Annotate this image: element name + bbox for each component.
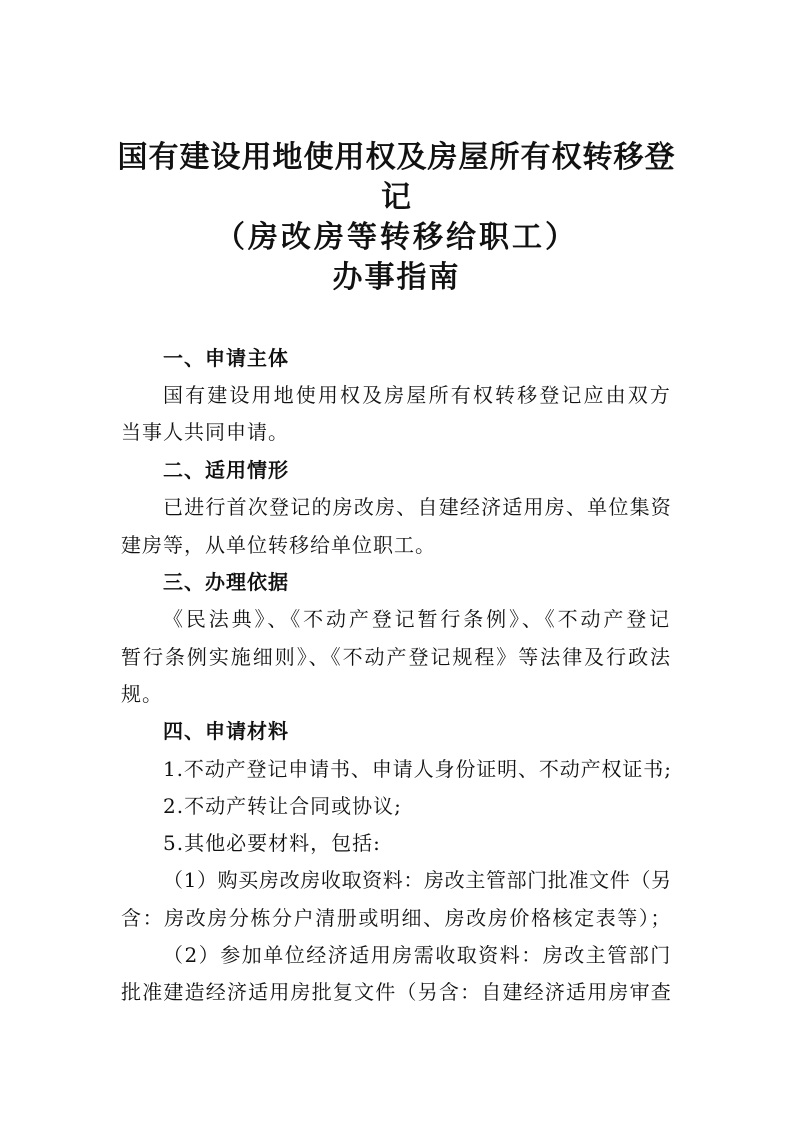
section-heading-2: 二、适用情形	[163, 458, 289, 482]
section-2-text-line-1: 已进行首次登记的房改房、自建经济适用房、单位集资	[163, 495, 672, 519]
section-heading-3: 三、办理依据	[163, 570, 289, 594]
material-sub-1-line-2: 含：房改房分栋分户清册或明细、房改房价格核定表等）；	[121, 906, 672, 930]
title-line-3: （房改房等转移给职工）	[215, 220, 578, 255]
section-heading-1: 一、申请主体	[163, 346, 289, 370]
material-sub-2-line-1: （2）参加单位经济适用房需收取资料：房改主管部门	[163, 943, 672, 967]
section-1-text-line-2: 当事人共同申请。	[121, 420, 289, 444]
material-sub-1-line-1: （1）购买房改房收取资料：房改主管部门批准文件（另	[163, 868, 672, 892]
material-item-2: 2.不动产转让合同或协议;	[163, 794, 402, 818]
section-2-text-line-2: 建房等，从单位转移给单位职工。	[121, 533, 436, 557]
section-1-text-line-1: 国有建设用地使用权及房屋所有权转移登记应由双方	[163, 383, 672, 407]
section-3-text-line-2: 暂行条例实施细则》、《不动产登记规程》等法律及行政法	[121, 645, 672, 669]
material-sub-2-line-2: 批准建造经济适用房批复文件（另含：自建经济适用房审查	[121, 980, 672, 1004]
title-line-1: 国有建设用地使用权及房屋所有权转移登	[117, 140, 676, 175]
material-item-5: 5.其他必要材料，包括:	[163, 831, 381, 855]
section-3-text-line-3: 规。	[121, 682, 163, 706]
section-3-text-line-1: 《民法典》、《不动产登记暂行条例》、《不动产登记	[163, 607, 672, 631]
material-item-1: 1.不动产登记申请书、申请人身份证明、不动产权证书;	[163, 757, 672, 781]
title-line-2: 记	[381, 180, 412, 215]
section-heading-4: 四、申请材料	[163, 719, 289, 743]
title-line-4: 办事指南	[332, 260, 461, 295]
